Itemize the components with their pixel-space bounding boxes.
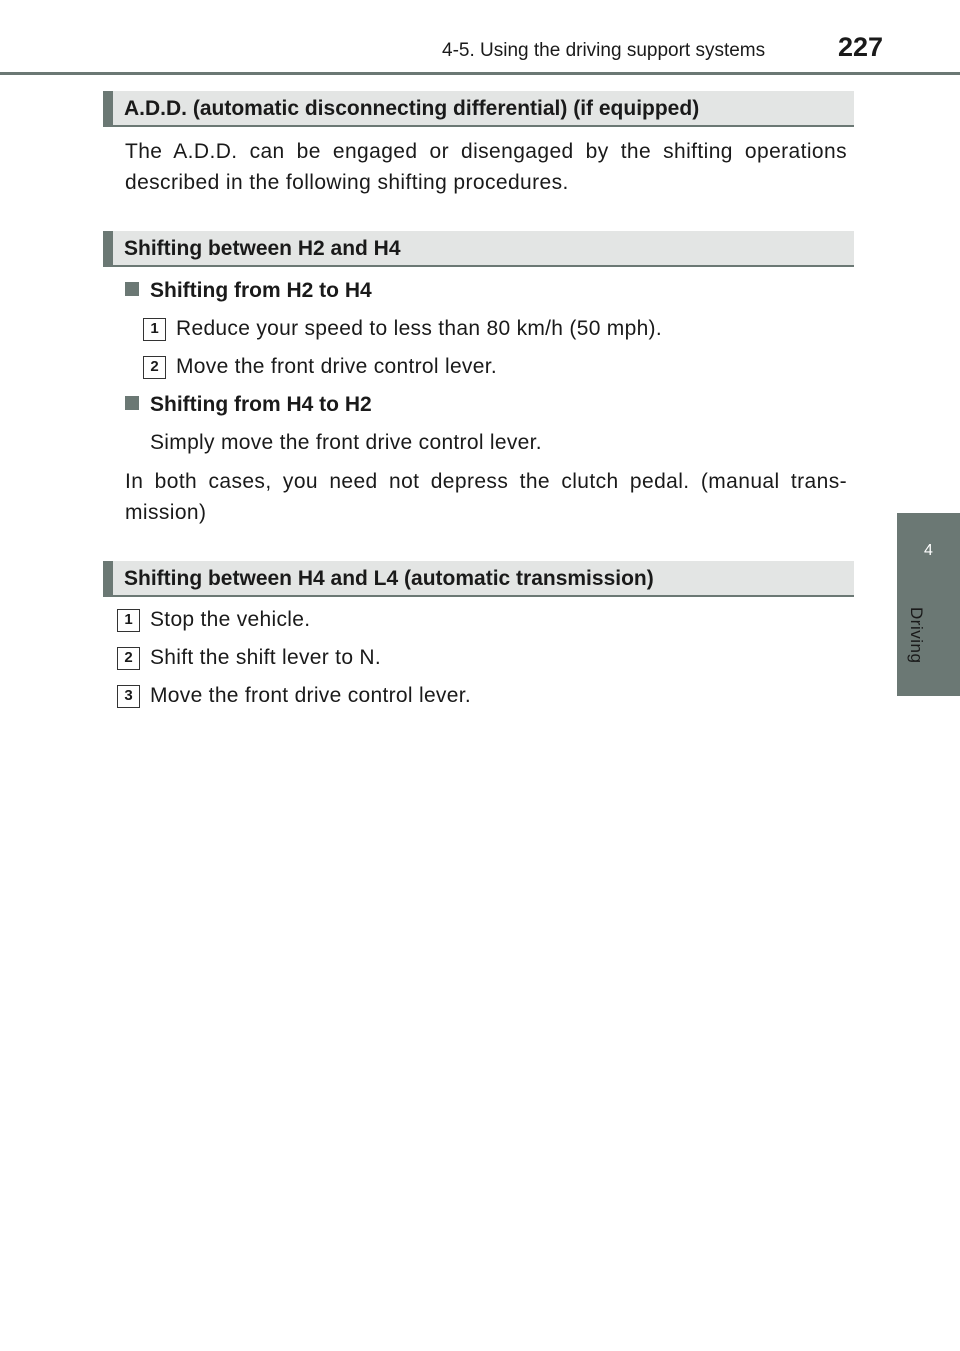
section-heading-text: Shifting between H4 and L4 (automatic transmission) (124, 567, 654, 590)
step-number-badge: 2 (117, 647, 140, 670)
step-text: Stop the vehicle. (150, 608, 311, 631)
chapter-tab (897, 513, 960, 696)
square-bullet-icon (125, 396, 139, 410)
step-number-badge: 1 (117, 609, 140, 632)
square-bullet-icon (125, 282, 139, 296)
step-text: Reduce your speed to less than 80 km/h (50 mph). (176, 317, 662, 340)
intro-paragraph: The A.D.D. can be engaged or disengaged by the shifting operations described in the following shifting procedures. (125, 140, 847, 194)
running-header-section: 4-5. Using the driving support systems (442, 40, 766, 61)
section-heading-add (103, 91, 854, 127)
step-text: Shift the shift lever to N. (150, 646, 382, 669)
chapter-number: 4 (924, 542, 933, 559)
subheading-text: Shifting from H4 to H2 (150, 393, 372, 416)
section-heading-text: Shifting between H2 and H4 (124, 237, 401, 260)
step-number-badge: 1 (143, 318, 166, 341)
step-text: Move the front drive control lever. (150, 684, 471, 707)
page-number: 227 (838, 32, 884, 62)
subheading-h2-to-h4 (125, 279, 372, 303)
section-heading-text: A.D.D. (automatic disconnecting differential) (if equipped) (124, 97, 700, 120)
step-number-badge: 3 (117, 685, 140, 708)
header-rule (0, 72, 960, 75)
note-paragraph: In both cases, you need not depress the clutch pedal. (manual trans-mission) (125, 470, 847, 524)
subheading-text: Shifting from H2 to H4 (150, 279, 372, 302)
chapter-label: Driving (907, 607, 926, 664)
section-heading-h4-l4 (103, 561, 854, 597)
step-text: Move the front drive control lever. (176, 355, 497, 378)
sub-text: Simply move the front drive control lever. (150, 431, 542, 454)
step-number-badge: 2 (143, 356, 166, 379)
section-heading-h2-h4 (103, 231, 854, 267)
subheading-h4-to-h2 (125, 393, 372, 417)
